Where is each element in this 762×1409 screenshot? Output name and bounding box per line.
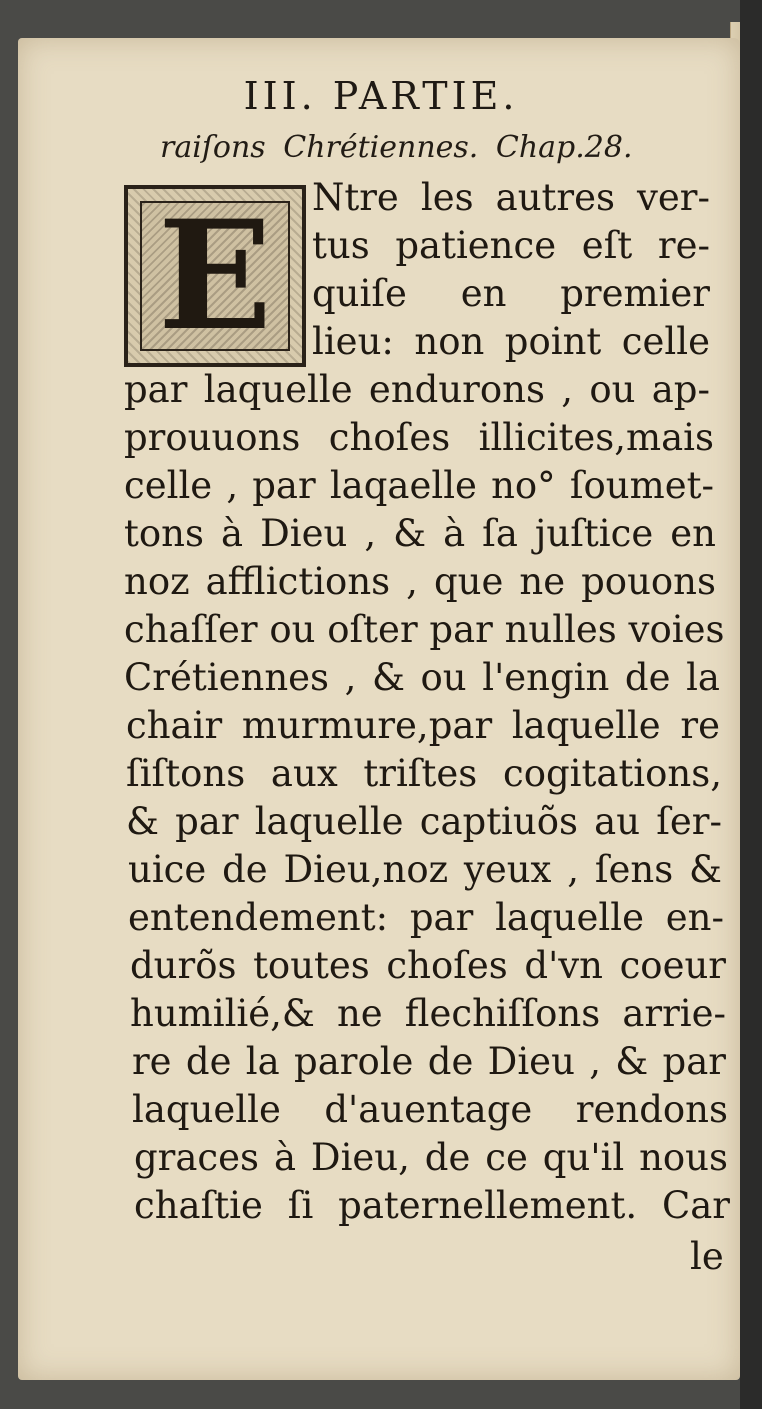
- text-line: ſiſtons aux triſtes cogitations,: [126, 752, 722, 795]
- text-line: tus patience eſt re-: [312, 224, 710, 267]
- text-line: laquelle d'auentage rendons: [132, 1088, 728, 1131]
- text-line: par laquelle endurons , ou ap-: [124, 368, 710, 411]
- text-line: uice de Dieu,noz yeux , ſens &: [128, 848, 722, 891]
- text-line: noz afflictions , que ne pouons: [124, 560, 716, 603]
- running-head: raiſons Chrétiennes. Chap.28.: [160, 130, 633, 165]
- text-line: prouuons choſes illicites,mais: [124, 416, 714, 459]
- text-line: tons à Dieu , & à ſa juſtice en: [124, 512, 716, 555]
- text-line: Crétiennes , & ou l'engin de la: [124, 656, 720, 699]
- text-line: chair murmure,par laquelle re: [126, 704, 720, 747]
- text-line: celle , par laqaelle no° ſoumet-: [124, 464, 714, 507]
- text-line: chaſtie ſi paternellement. Car: [134, 1184, 730, 1227]
- text-line: Ntre les autres ver-: [312, 176, 710, 219]
- text-line: lieu: non point celle: [312, 320, 710, 363]
- book-binding: [740, 0, 762, 1409]
- initial-letter: E: [157, 188, 273, 364]
- decorated-initial-frame: [140, 188, 290, 364]
- text-line: & par laquelle captiuõs au ſer-: [126, 800, 722, 843]
- text-line: durõs toutes choſes d'vn coeur: [130, 944, 726, 987]
- text-line: entendement: par laquelle en-: [128, 896, 724, 939]
- catchword: le: [690, 1235, 724, 1278]
- text-line: quiſe en premier: [312, 272, 710, 315]
- decorated-initial: [124, 185, 306, 367]
- text-line: graces à Dieu, de ce qu'il nous: [134, 1136, 728, 1179]
- page-header: III. PARTIE.: [243, 74, 519, 118]
- text-line: chaſſer ou oſter par nulles voies: [124, 608, 725, 651]
- text-line: re de la parole de Dieu , & par: [132, 1040, 726, 1083]
- text-line: humilié,& ne flechiſſons arrie-: [130, 992, 726, 1035]
